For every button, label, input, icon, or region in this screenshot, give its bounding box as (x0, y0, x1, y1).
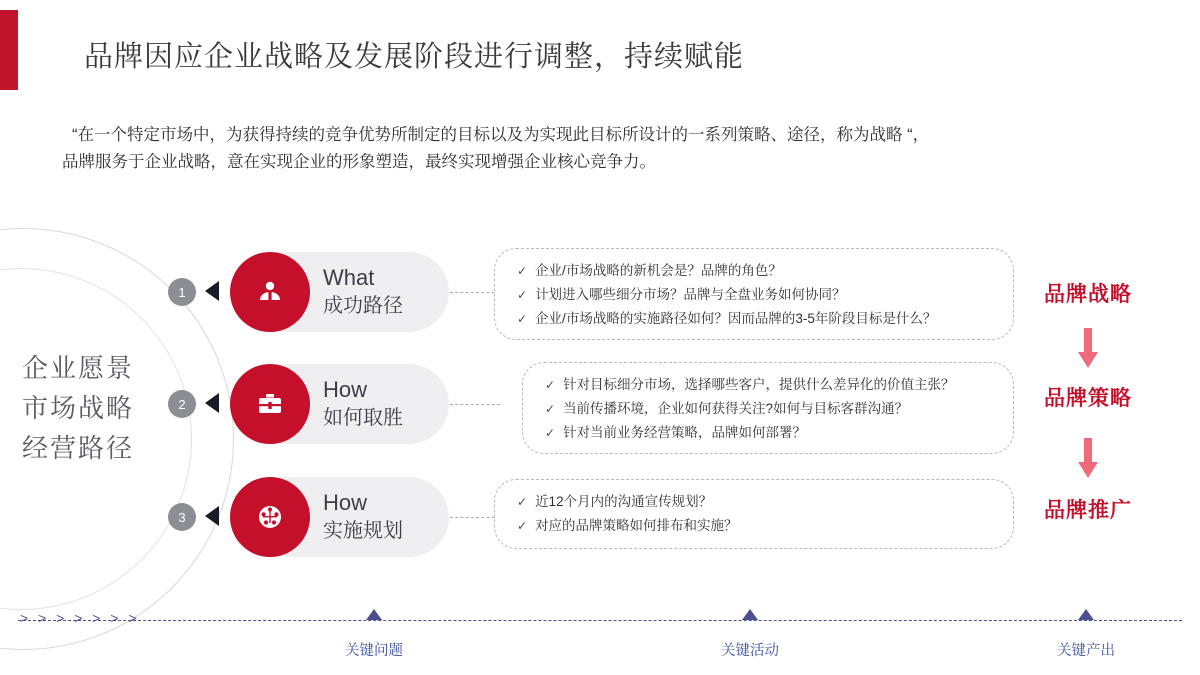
check-icon: ✓ (517, 264, 528, 278)
arrow-left-icon (205, 281, 219, 301)
person-icon (230, 252, 310, 332)
step-number-3: 3 (168, 503, 196, 531)
step-number-2: 2 (168, 390, 196, 418)
page-title: 品牌因应企业战略及发展阶段进行调整，持续赋能 (84, 41, 745, 73)
down-arrow-icon-1 (1076, 328, 1100, 370)
question-item (517, 259, 991, 283)
check-icon: ✓ (517, 519, 528, 533)
question-box-1 (494, 248, 1014, 340)
axis-label-3: 关键产出 (1057, 643, 1115, 659)
question-item (517, 283, 991, 307)
question-text: 计划进入哪些细分市场？品牌与全盘业务如何协同？ (535, 287, 846, 302)
output-label-1: 品牌战略 (1044, 283, 1132, 306)
vision-line-3: 经营路径 (22, 433, 135, 463)
check-icon: ✓ (517, 495, 528, 509)
question-text: 针对目标细分市场，选择哪些客户，提供什么差异化的价值主张？ (563, 377, 955, 392)
question-text: 近12个月内的沟通宣传规划？ (535, 494, 713, 509)
question-item (517, 490, 991, 514)
question-item (517, 514, 991, 538)
axis-chevrons: > > > > > > > (20, 610, 140, 626)
question-text: 企业/市场战略的新机会是？品牌的角色？ (535, 263, 782, 278)
check-icon: ✓ (517, 312, 528, 326)
lead-paragraph (62, 122, 1142, 176)
check-icon: ✓ (545, 378, 556, 392)
step-number-1: 1 (168, 278, 196, 306)
lead-line-2: 品牌服务于企业战略，意在实现企业的形象塑造，最终实现增强企业核心竞争力。 (62, 153, 656, 171)
stage-pill-text-2 (323, 376, 453, 432)
axis-label-2: 关键活动 (721, 643, 779, 659)
axis-marker-2 (742, 609, 758, 620)
question-item (517, 307, 991, 331)
axis-marker-1 (366, 609, 382, 620)
question-text: 企业/市场战略的实施路径如何？因而品牌的3-5年阶段目标是什么？ (535, 311, 937, 326)
axis-label-1: 关键问题 (345, 643, 403, 659)
question-text: 对应的品牌策略如何排布和实施？ (535, 518, 738, 533)
stage-subtitle-3: 实施规划 (323, 520, 403, 542)
question-item (545, 421, 991, 445)
arrow-left-icon (205, 506, 219, 526)
output-label-3: 品牌推广 (1044, 499, 1132, 522)
question-item (545, 397, 991, 421)
question-text: 当前传播环境，企业如何获得关注?如何与目标客群沟通？ (563, 401, 909, 416)
briefcase-icon (230, 364, 310, 444)
stage-title-2: How (323, 377, 368, 402)
stage-pill-text-1 (323, 264, 453, 320)
stage-title-3: How (323, 490, 368, 515)
arrow-left-icon (205, 393, 219, 413)
accent-bar (0, 10, 18, 90)
timeline-axis (18, 620, 1182, 621)
network-icon (230, 477, 310, 557)
check-icon: ✓ (545, 426, 556, 440)
stage-subtitle-2: 如何取胜 (323, 407, 403, 429)
question-box-3 (494, 479, 1014, 549)
connector-dash-1 (450, 292, 500, 293)
axis-marker-3 (1078, 609, 1094, 620)
check-icon: ✓ (517, 288, 528, 302)
connector-dash-3 (450, 517, 500, 518)
stage-pill-text-3 (323, 489, 453, 545)
check-icon: ✓ (545, 402, 556, 416)
vision-line-2: 市场战略 (22, 393, 135, 423)
lead-line-1: “在一个特定市场中，为获得持续的竞争优势所制定的目标以及为实现此目标所设计的一系列策略、途径，称为战略 “， (72, 126, 930, 144)
output-label-2: 品牌策略 (1044, 387, 1132, 410)
stage-subtitle-1: 成功路径 (323, 295, 403, 317)
stage-title-1: What (323, 265, 375, 290)
question-text: 针对当前业务经营策略，品牌如何部署？ (563, 425, 807, 440)
vision-line-1: 企业愿景 (22, 353, 135, 383)
question-box-2 (522, 362, 1014, 454)
question-item (545, 373, 991, 397)
connector-dash-2 (450, 404, 500, 405)
down-arrow-icon-2 (1076, 438, 1100, 480)
vision-text-block (22, 348, 134, 468)
